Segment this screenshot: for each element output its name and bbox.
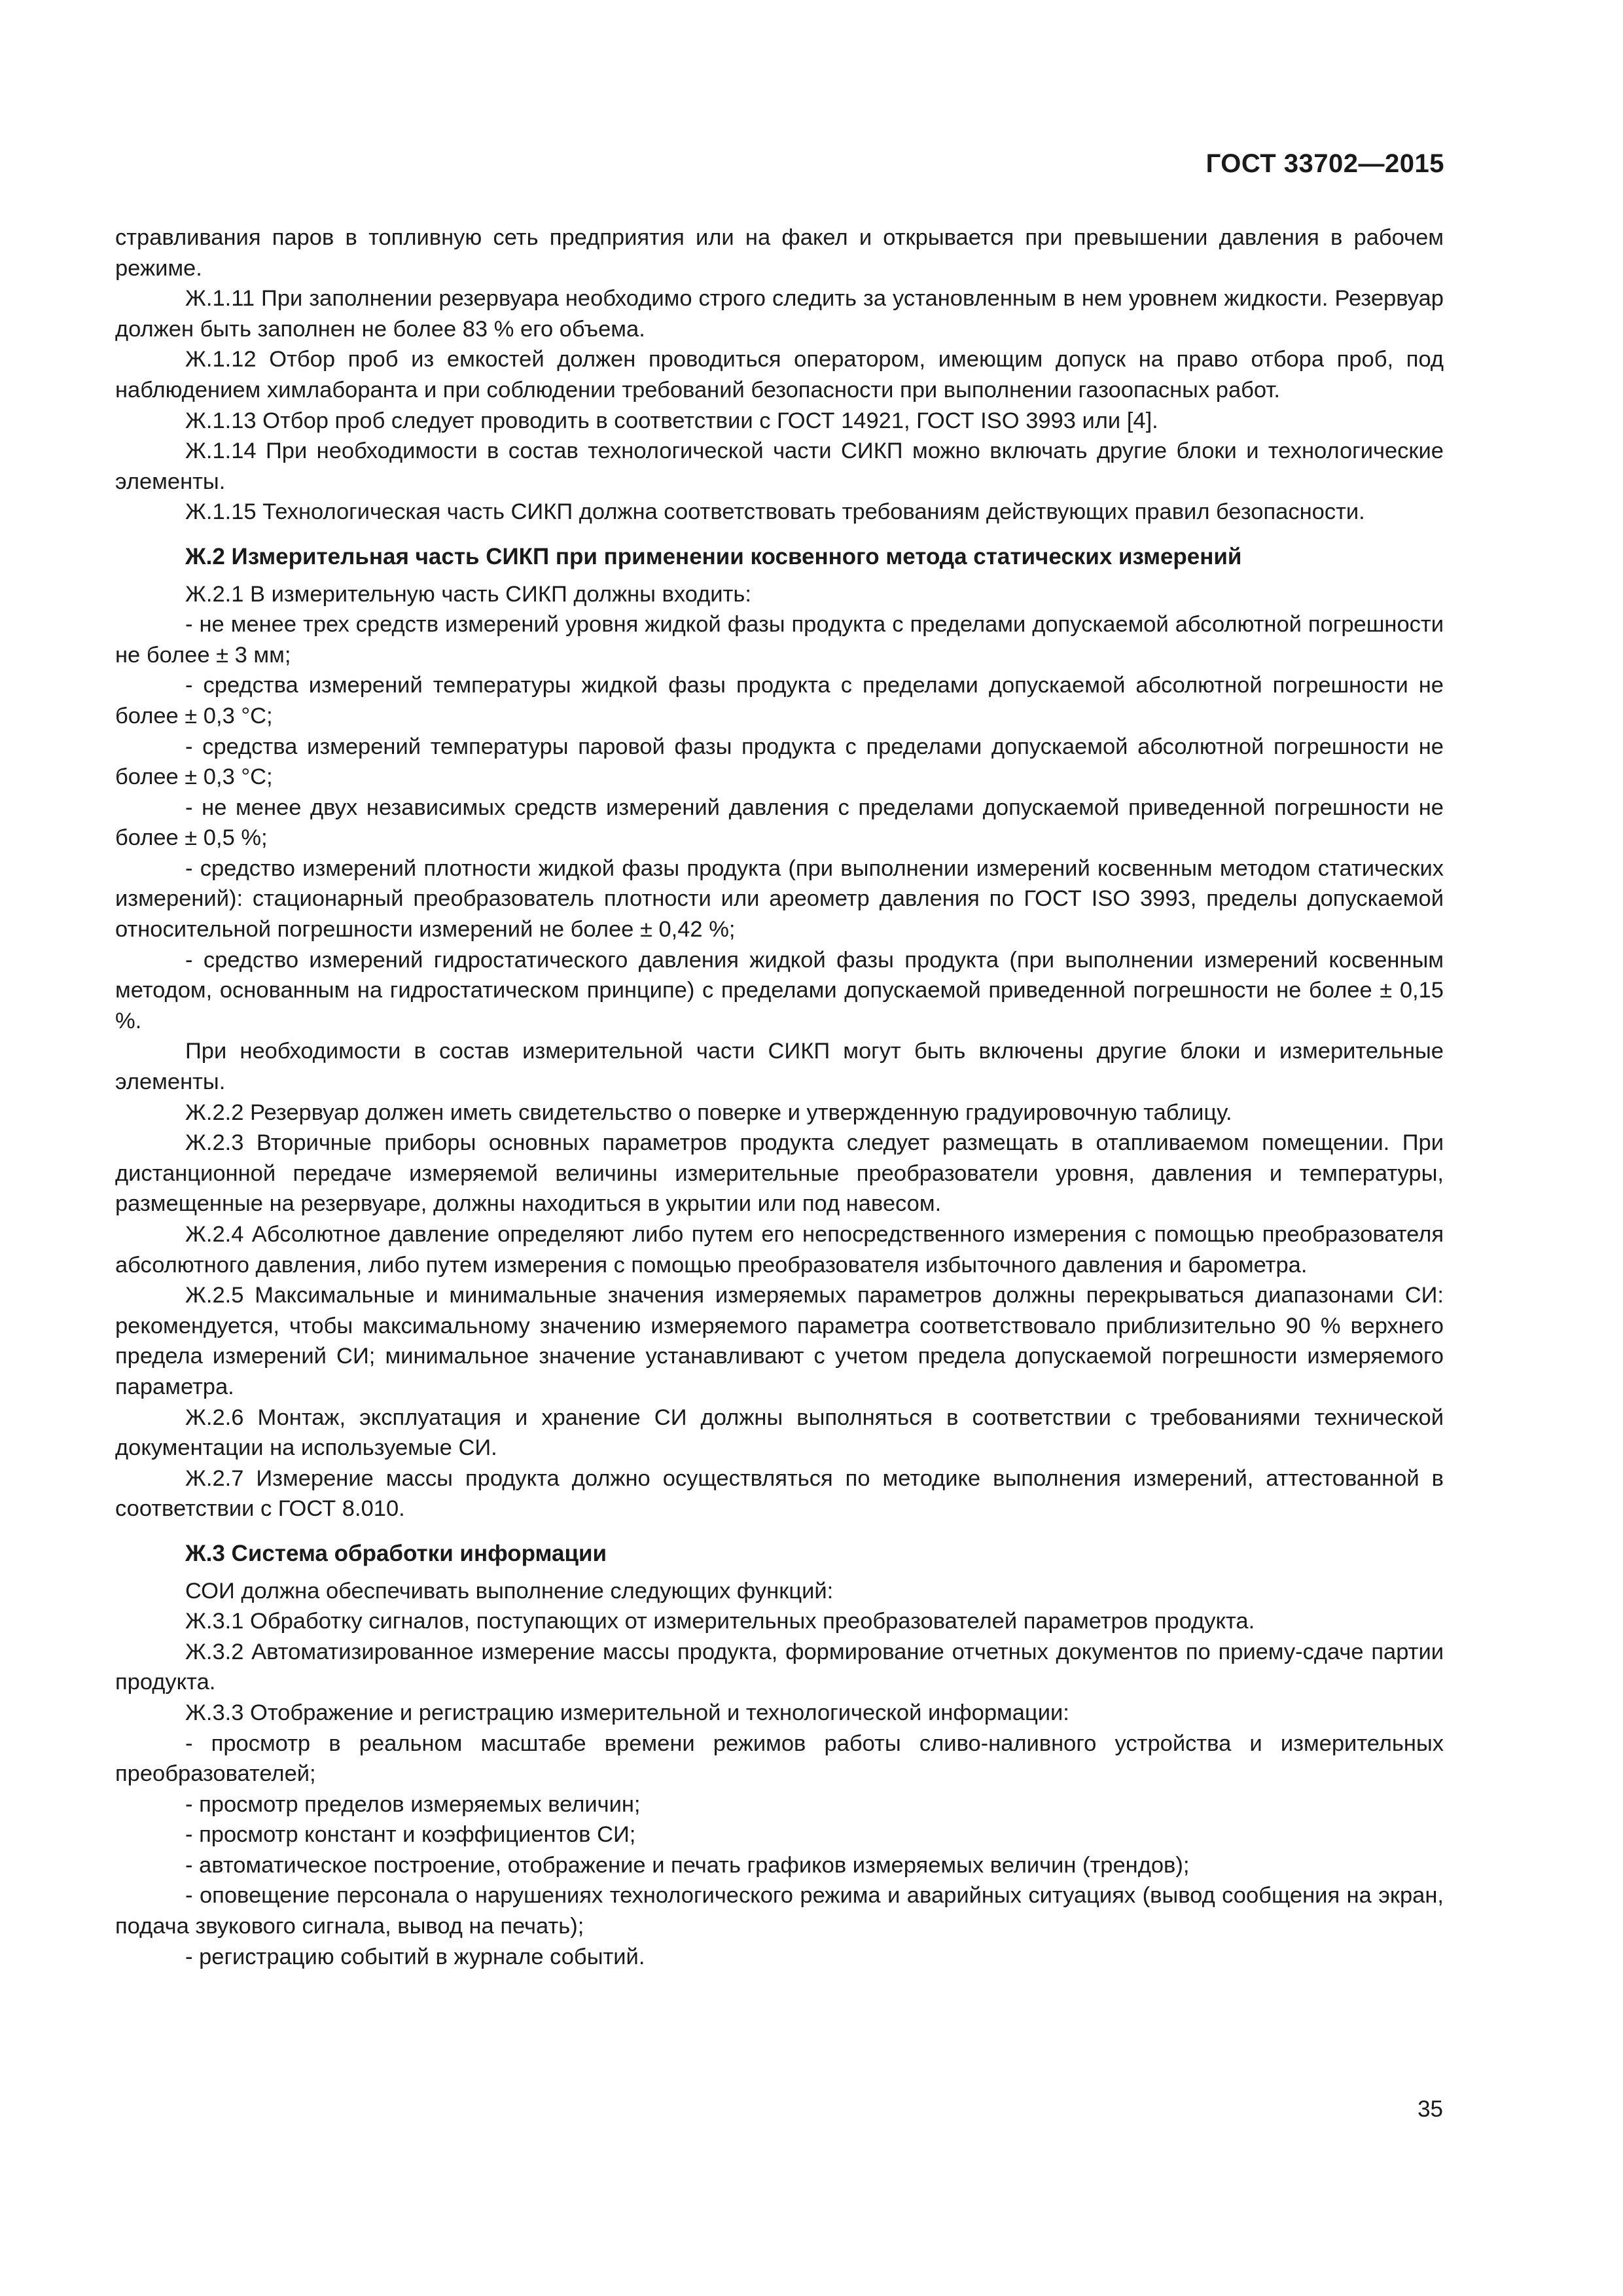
paragraph: - регистрацию событий в журнале событий. [185, 1944, 645, 1969]
paragraph: - просмотр в реальном масштабе времени режимов работы сливо-наливного устройства и измерительных преобразователей; [115, 1731, 1444, 1787]
paragraph: Ж.2.5 Максимальные и минимальные значения измеряемых параметров должны перекрываться диапазонами СИ: рекомендуется, чтобы максимальному значению измеряемого параметра соответствовало приблизительно 90 % верхнего предела измерений СИ; минимальное значение устанавливают с учетом предела допускаемой погрешности измеряемого параметра. [115, 1283, 1444, 1399]
document-body [115, 223, 1444, 1972]
paragraph: При необходимости в состав измерительной части СИКП могут быть включены другие блоки и измерительные элементы. [115, 1039, 1444, 1095]
paragraph: - просмотр констант и коэффициентов СИ; [185, 1822, 636, 1848]
paragraph: - автоматическое построение, отображение и печать графиков измеряемых величин (трендов); [185, 1852, 1190, 1878]
paragraph: - не менее трех средств измерений уровня жидкой фазы продукта с пределами допускаемой абсолютной погрешности не более ± 3 мм; [115, 612, 1444, 668]
paragraph: Ж.1.14 При необходимости в состав технологической части СИКП можно включать другие блоки и технологические элементы. [115, 439, 1444, 494]
paragraph: Ж.1.11 При заполнении резервуара необходимо строго следить за установленным в нем уровнем жидкости. Резервуар должен быть заполнен не более 83 % его объема. [115, 286, 1444, 342]
paragraph: - не менее двух независимых средств измерений давления с пределами допускаемой приведенной погрешности не более ± 0,5 %; [115, 795, 1444, 851]
paragraph: - средство измерений гидростатического давления жидкой фазы продукта (при выполнении измерений косвенным методом, основанным на гидростатическом принципе) с пределами допускаемой приведенной погрешности не более ± 0,15 %. [115, 947, 1444, 1033]
section-heading: Ж.2 Измерительная часть СИКП при применении косвенного метода статических измерений [185, 543, 1242, 569]
paragraph: Ж.2.1 В измерительную часть СИКП должны входить: [185, 581, 751, 607]
paragraph: Ж.3.3 Отображение и регистрацию измерительной и технологической информации: [185, 1700, 1069, 1725]
paragraph: стравливания паров в топливную сеть предприятия или на факел и открывается при превышении давления в рабочем режиме. [115, 225, 1444, 281]
section-heading: Ж.3 Система обработки информации [185, 1540, 607, 1566]
paragraph: - средства измерений температуры жидкой фазы продукта с пределами допускаемой абсолютной погрешности не более ± 0,3 °С; [115, 673, 1444, 728]
paragraph: - средство измерений плотности жидкой фазы продукта (при выполнении измерений косвенным методом статических измерений): стационарный преобразователь плотности или ареометр давления по ГОСТ ISO 3993, пределы допускаемой относительной погрешности измерений не более ± 0,42 %; [115, 855, 1444, 942]
paragraph: - средства измерений температуры паровой фазы продукта с пределами допускаемой абсолютной погрешности не более ± 0,3 °С; [115, 734, 1444, 790]
paragraph: Ж.2.7 Измерение массы продукта должно осуществляться по методике выполнения измерений, аттестованной в соответствии с ГОСТ 8.010. [115, 1465, 1444, 1522]
standard-header: ГОСТ 33702—2015 [1205, 149, 1444, 178]
paragraph: СОИ должна обеспечивать выполнение следующих функций: [185, 1578, 834, 1604]
paragraph: Ж.2.6 Монтаж, эксплуатация и хранение СИ должны выполняться в соответствии с требованиями технической документации на используемые СИ. [115, 1405, 1444, 1461]
paragraph: Ж.3.2 Автоматизированное измерение массы продукта, формирование отчетных документов по приему-сдаче партии продукта. [115, 1639, 1444, 1695]
paragraph: Ж.2.3 Вторичные приборы основных параметров продукта следует размещать в отапливаемом помещении. При дистанционной передаче измеряемой величины измерительные преобразователи уровня, давления и температуры, размещенные на резервуаре, должны находиться в укрытии или под навесом. [115, 1130, 1444, 1217]
paragraph: Ж.2.4 Абсолютное давление определяют либо путем его непосредственного измерения с помощью преобразователя абсолютного давления, либо путем измерения с помощью преобразователя избыточного давления и барометра. [115, 1222, 1444, 1278]
paragraph: - просмотр пределов измеряемых величин; [185, 1791, 641, 1817]
paragraph: Ж.3.1 Обработку сигналов, поступающих от измерительных преобразователей параметров продукта. [185, 1609, 1255, 1634]
page-number: 35 [1418, 2096, 1443, 2122]
paragraph: Ж.1.15 Технологическая часть СИКП должна соответствовать требованиям действующих правил безопасности. [185, 499, 1365, 525]
paragraph: Ж.1.13 Отбор проб следует проводить в соответствии с ГОСТ 14921, ГОСТ ISO 3993 или [4]. [185, 408, 1158, 433]
paragraph: Ж.1.12 Отбор проб из емкостей должен проводиться оператором, имеющим допуск на право отбора проб, под наблюдением химлаборанта и при соблюдении требований безопасности при выполнении газоопасных работ. [115, 347, 1444, 403]
paragraph: - оповещение персонала о нарушениях технологического режима и аварийных ситуациях (вывод сообщения на экран, подача звукового сигнала, вывод на печать); [115, 1883, 1444, 1939]
paragraph: Ж.2.2 Резервуар должен иметь свидетельство о поверке и утвержденную градуировочную таблицу. [185, 1100, 1232, 1125]
